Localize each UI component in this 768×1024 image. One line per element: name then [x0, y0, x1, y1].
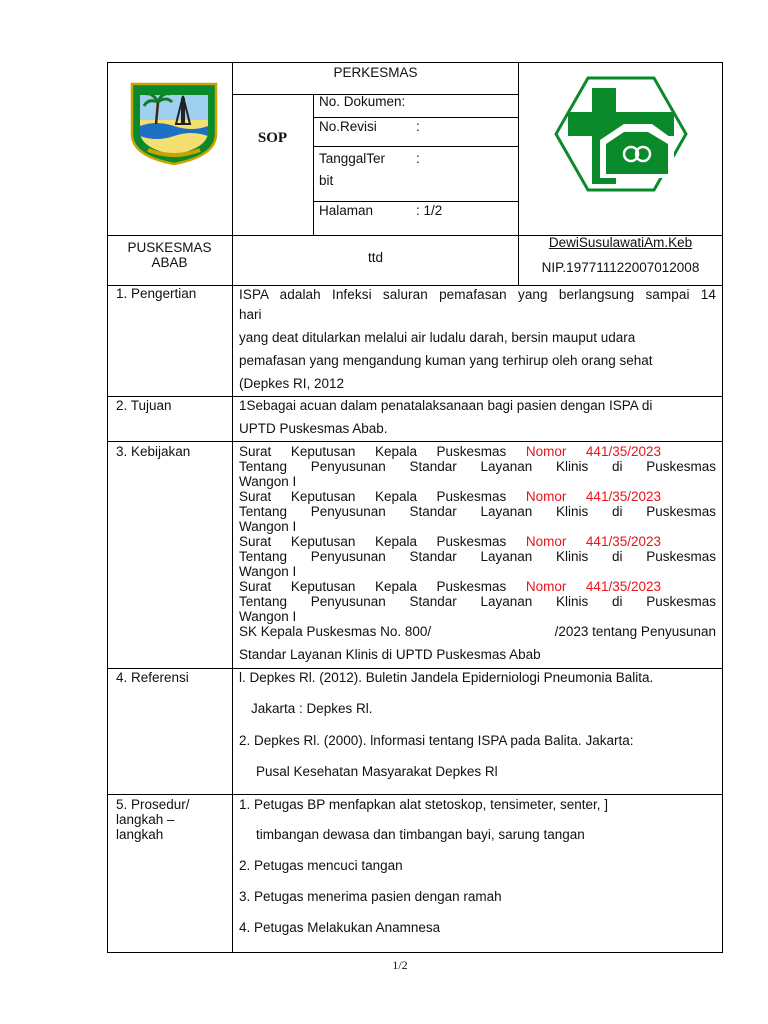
kebijakan-nomor-label: Nomor [525, 579, 567, 594]
kebijakan-word: di [612, 504, 623, 519]
kebijakan-word: Standar [409, 594, 457, 609]
kebijakan-word: di [612, 459, 623, 474]
kebijakan-word: Tentang [239, 549, 288, 564]
section-label-prosedur-3: langkah [116, 827, 164, 842]
revision-label: No.Revisi [319, 119, 377, 134]
sop-label: SOP [257, 130, 288, 146]
kebijakan-word: Surat [239, 489, 272, 504]
kebijakan-word: Puskesmas [646, 594, 716, 609]
kebijakan-word: Puskesmas [646, 459, 716, 474]
kebijakan-sk-part: /2023 tentang Penyusunan [554, 624, 716, 639]
kebijakan-word: Penyusunan [310, 594, 386, 609]
pengertian-line: (Depkes RI, 2012 [239, 376, 345, 391]
kebijakan-word: Puskesmas [646, 549, 716, 564]
issue-date-colon: : [416, 151, 420, 166]
row-line [107, 285, 723, 286]
kebijakan-decree-line [239, 579, 716, 594]
table-border-right [722, 62, 723, 953]
column-divider [232, 62, 233, 953]
pengertian-line: yang deat ditularkan melalui air ludalu darah, bersin mauput udara [239, 330, 636, 345]
kebijakan-sk-part: SK Kepala Puskesmas No. 800/ [239, 624, 432, 639]
kebijakan-word: Tentang [239, 504, 288, 519]
kebijakan-decree-line [239, 444, 716, 459]
kebijakan-word: Kepala [374, 444, 417, 459]
regency-emblem-icon [126, 80, 222, 166]
kebijakan-sk-line [239, 624, 716, 640]
document-title: PERKESMAS [333, 65, 418, 80]
kebijakan-location-line: Wangon I [239, 519, 297, 534]
kebijakan-location-line: Wangon I [239, 474, 297, 489]
referensi-line: Jakarta : Depkes Rl. [251, 701, 373, 716]
kebijakan-tentang-line [239, 504, 716, 519]
kebijakan-location-line: Wangon I [239, 609, 297, 624]
kebijakan-word: Standar [409, 459, 457, 474]
pengertian-line: pemafasan yang mengandung kuman yang terhirup oleh orang sehat [239, 353, 653, 368]
pengertian-line: hari [239, 307, 262, 322]
kebijakan-word: Puskesmas [436, 444, 507, 459]
puskesmas-logo-icon [554, 74, 688, 194]
row-line [107, 441, 723, 442]
pengertian-line: ISPA adalah Infeksi saluran pemafasan yang berlangsung sampai 14 [239, 287, 716, 302]
kebijakan-word: Surat [239, 579, 272, 594]
signatory-nip: NIP.197711122007012008 [541, 260, 700, 275]
kebijakan-word: Tentang [239, 459, 288, 474]
tujuan-line: UPTD Puskesmas Abab. [239, 421, 388, 436]
kebijakan-word: Keputusan [290, 489, 356, 504]
issue-date-label-cont: bit [319, 173, 334, 188]
referensi-line: l. Depkes Rl. (2012). Buletin Jandela Epiderniologi Pneumonia Balita. [239, 670, 654, 685]
row-line [107, 794, 723, 795]
kebijakan-word: di [612, 549, 623, 564]
kebijakan-word: Klinis [556, 504, 589, 519]
signature-ttd: ttd [367, 250, 383, 265]
kebijakan-word: Puskesmas [436, 534, 507, 549]
kebijakan-word: Kepala [374, 489, 417, 504]
header-line [313, 117, 519, 118]
page-number: 1/2 [392, 958, 408, 972]
header-line [313, 201, 519, 202]
table-border-top [107, 62, 723, 63]
kebijakan-item [239, 534, 716, 579]
tujuan-line: 1Sebagai acuan dalam penatalaksanaan bagi pasien dengan ISPA di [239, 398, 653, 413]
kebijakan-tentang-line [239, 459, 716, 474]
kebijakan-item [239, 579, 716, 624]
kebijakan-nomor-value: 441/35/2023 [585, 534, 661, 549]
kebijakan-decree-line [239, 534, 716, 549]
kebijakan-item [239, 444, 716, 489]
kebijakan-nomor-label: Nomor [525, 534, 567, 549]
kebijakan-word: Klinis [556, 549, 589, 564]
kebijakan-word: Standar [409, 549, 457, 564]
kebijakan-location-line: Wangon I [239, 564, 297, 579]
table-border-left [107, 62, 108, 953]
row-line [107, 396, 723, 397]
kebijakan-tentang-line [239, 549, 716, 564]
kebijakan-item [239, 489, 716, 534]
kebijakan-word: Keputusan [290, 534, 356, 549]
document-number-label: No. Dokumen: [319, 94, 406, 109]
row-line [107, 668, 723, 669]
prosedur-step: 3. Petugas menerima pasien dengan ramah [239, 889, 502, 904]
section-label-referensi: 4. Referensi [116, 670, 189, 685]
page-label: Halaman [319, 203, 374, 218]
kebijakan-word: Layanan [480, 549, 533, 564]
page-value: : 1/2 [416, 203, 443, 218]
issue-date-label: TanggalTer [319, 151, 386, 166]
section-label-kebijakan: 3. Kebijakan [116, 444, 191, 459]
kebijakan-tentang-line [239, 594, 716, 609]
kebijakan-word: Klinis [556, 594, 589, 609]
kebijakan-word: Kepala [374, 534, 417, 549]
signatory-name: DewiSusulawatiAm.Keb [548, 235, 693, 250]
header-divider-sop [313, 94, 314, 235]
organization-name-2: ABAB [151, 255, 188, 270]
kebijakan-word: Puskesmas [646, 504, 716, 519]
kebijakan-word: Penyusunan [310, 459, 386, 474]
prosedur-step: timbangan dewasa dan timbangan bayi, sarung tangan [256, 827, 585, 842]
referensi-line: 2. Depkes Rl. (2000). lnformasi tentang ISPA pada Balita. Jakarta: [239, 733, 634, 748]
section-label-tujuan: 2. Tujuan [116, 398, 172, 413]
kebijakan-nomor-value: 441/35/2023 [585, 489, 661, 504]
kebijakan-word: Keputusan [290, 444, 356, 459]
kebijakan-word: Puskesmas [436, 579, 507, 594]
header-line [313, 146, 519, 147]
organization-name: PUSKESMAS [127, 240, 212, 255]
prosedur-step: 4. Petugas Melakukan Anamnesa [239, 920, 441, 935]
kebijakan-block [239, 444, 716, 624]
kebijakan-word: Surat [239, 534, 272, 549]
kebijakan-sk-line-2: Standar Layanan Klinis di UPTD Puskesmas Abab [239, 647, 541, 662]
prosedur-step: 2. Petugas mencuci tangan [239, 858, 403, 873]
prosedur-step: 1. Petugas BP menfapkan alat stetoskop, tensimeter, senter, ] [239, 797, 608, 812]
kebijakan-word: Penyusunan [310, 504, 386, 519]
section-label-prosedur: 5. Prosedur/ [116, 797, 190, 812]
kebijakan-word: Kepala [374, 579, 417, 594]
kebijakan-word: Surat [239, 444, 272, 459]
kebijakan-word: Tentang [239, 594, 288, 609]
kebijakan-word: Penyusunan [310, 549, 386, 564]
kebijakan-word: Keputusan [290, 579, 356, 594]
table-border-bottom [107, 952, 723, 953]
section-label-prosedur-2: langkah – [116, 812, 175, 827]
kebijakan-word: di [612, 594, 623, 609]
kebijakan-nomor-value: 441/35/2023 [585, 444, 661, 459]
kebijakan-word: Layanan [480, 504, 533, 519]
kebijakan-word: Klinis [556, 459, 589, 474]
kebijakan-word: Layanan [480, 594, 533, 609]
kebijakan-word: Standar [409, 504, 457, 519]
kebijakan-nomor-value: 441/35/2023 [585, 579, 661, 594]
kebijakan-nomor-label: Nomor [525, 444, 567, 459]
revision-colon: : [416, 119, 420, 134]
section-label-pengertian: 1. Pengertian [116, 286, 197, 301]
kebijakan-word: Puskesmas [436, 489, 507, 504]
referensi-line: Pusal Kesehatan Masyarakat Depkes Rl [256, 764, 498, 779]
kebijakan-nomor-label: Nomor [525, 489, 567, 504]
kebijakan-word: Layanan [480, 459, 533, 474]
kebijakan-decree-line [239, 489, 716, 504]
